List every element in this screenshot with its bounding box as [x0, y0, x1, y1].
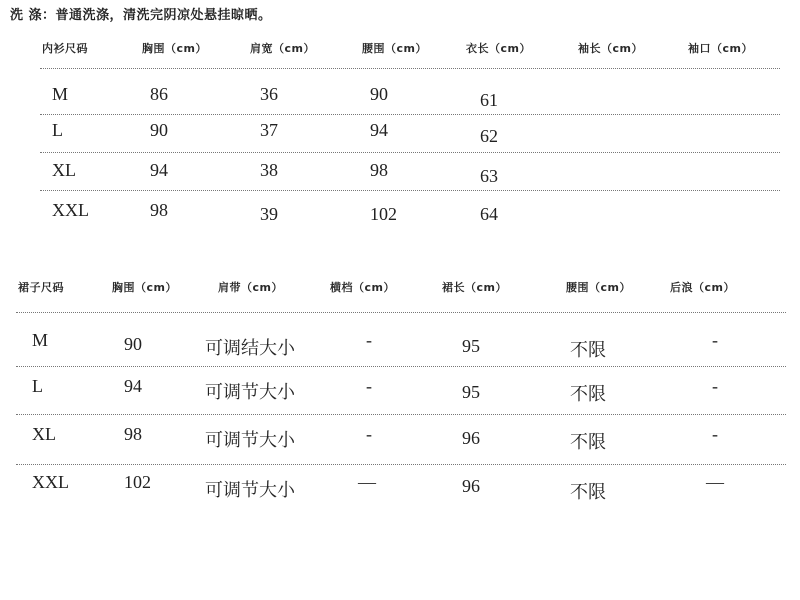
shirt-length: 63 — [480, 166, 498, 186]
table-row — [0, 160, 800, 190]
shirt-size: M — [52, 84, 69, 104]
skirt-header-crotch: 横档（cm） — [330, 281, 395, 294]
shirt-chest: 86 — [150, 84, 168, 104]
skirt-waist: 不限 — [570, 482, 606, 502]
row-divider — [16, 366, 786, 367]
shirt-shoulder: 36 — [260, 84, 278, 104]
skirt-header-size: 裙子尺码 — [18, 281, 64, 294]
skirt-chest: 90 — [124, 334, 142, 354]
skirt-strap: 可调节大小 — [205, 382, 295, 402]
row-divider — [40, 114, 780, 115]
skirt-waist: 不限 — [570, 432, 606, 452]
skirt-header-strap: 肩带（cm） — [218, 281, 283, 294]
shirt-waist: 98 — [370, 160, 388, 180]
skirt-crotch: - — [366, 330, 372, 350]
shirt-length: 62 — [480, 126, 498, 146]
skirt-chest: 102 — [124, 472, 151, 492]
shirt-shoulder: 37 — [260, 120, 278, 140]
shirt-chest: 94 — [150, 160, 168, 180]
table-row — [0, 424, 800, 454]
skirt-strap: 可调节大小 — [205, 480, 295, 500]
skirt-header-row — [0, 279, 800, 309]
shirt-header-sleeve: 袖长（cm） — [578, 42, 643, 55]
table-row — [0, 472, 800, 502]
shirt-header-length: 衣长（cm） — [466, 42, 531, 55]
shirt-chest: 90 — [150, 120, 168, 140]
row-divider — [16, 464, 786, 465]
skirt-size: XL — [32, 424, 56, 444]
skirt-header-chest: 胸围（cm） — [112, 281, 177, 294]
table-row — [0, 200, 800, 230]
skirt-length: 95 — [462, 336, 480, 356]
shirt-header-waist: 腰围（cm） — [362, 42, 427, 55]
shirt-header-size: 内衫尺码 — [42, 42, 88, 55]
skirt-chest: 98 — [124, 424, 142, 444]
skirt-size: XXL — [32, 472, 69, 492]
shirt-header-cuff: 袖口（cm） — [688, 42, 753, 55]
skirt-length: 95 — [462, 382, 480, 402]
shirt-chest: 98 — [150, 200, 168, 220]
skirt-header-length: 裙长（cm） — [442, 281, 507, 294]
table-row — [0, 84, 800, 114]
skirt-strap: 可调节大小 — [205, 430, 295, 450]
row-divider — [40, 152, 780, 153]
skirt-strap: 可调结大小 — [205, 338, 295, 358]
skirt-back-rise: — — [706, 472, 724, 492]
skirt-crotch: — — [358, 472, 376, 492]
shirt-header-row — [0, 40, 800, 70]
table-row — [0, 120, 800, 150]
shirt-waist: 94 — [370, 120, 388, 140]
shirt-length: 61 — [480, 90, 498, 110]
skirt-length: 96 — [462, 428, 480, 448]
skirt-chest: 94 — [124, 376, 142, 396]
skirt-crotch: - — [366, 424, 372, 444]
shirt-shoulder: 39 — [260, 204, 278, 224]
shirt-waist: 102 — [370, 204, 397, 224]
shirt-shoulder: 38 — [260, 160, 278, 180]
skirt-size: M — [32, 330, 49, 350]
shirt-header-divider — [40, 68, 780, 69]
shirt-header-shoulder: 肩宽（cm） — [250, 42, 315, 55]
skirt-back-rise: - — [712, 424, 718, 444]
shirt-size: XXL — [52, 200, 89, 220]
skirt-waist: 不限 — [570, 384, 606, 404]
skirt-length: 96 — [462, 476, 480, 496]
skirt-header-divider — [16, 312, 786, 313]
shirt-waist: 90 — [370, 84, 388, 104]
table-row — [0, 376, 800, 406]
shirt-size: XL — [52, 160, 76, 180]
row-divider — [40, 190, 780, 191]
shirt-length: 64 — [480, 204, 498, 224]
skirt-waist: 不限 — [570, 340, 606, 360]
washing-instructions: 洗 涤：普通洗涤，清洗完阴凉处悬挂晾晒。 — [10, 8, 272, 23]
row-divider — [16, 414, 786, 415]
skirt-header-waist: 腰围（cm） — [566, 281, 631, 294]
shirt-size: L — [52, 120, 63, 140]
table-row — [0, 330, 800, 360]
skirt-size: L — [32, 376, 43, 396]
skirt-back-rise: - — [712, 330, 718, 350]
shirt-header-chest: 胸围（cm） — [142, 42, 207, 55]
skirt-header-back-rise: 后浪（cm） — [670, 281, 735, 294]
skirt-crotch: - — [366, 376, 372, 396]
skirt-back-rise: - — [712, 376, 718, 396]
